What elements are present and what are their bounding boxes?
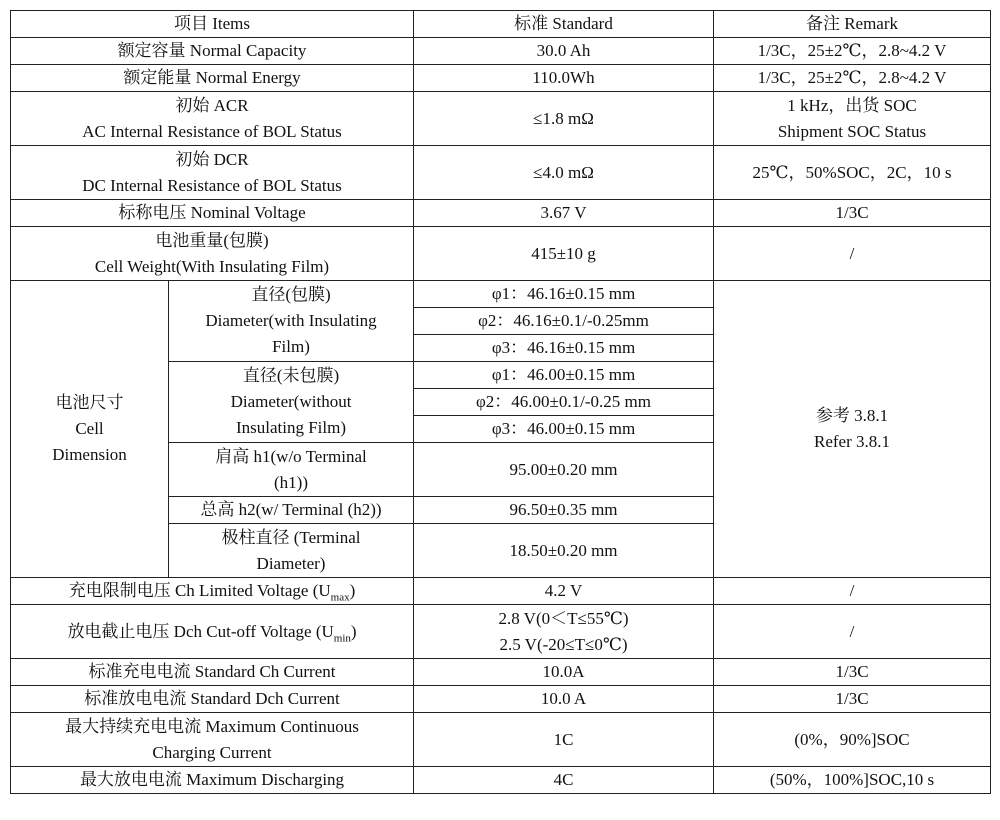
item-line-2: Charging Current — [152, 742, 272, 762]
remark-cell: 1/3C，25±2℃，2.8~4.2 V — [714, 65, 991, 92]
standard-cell — [414, 605, 714, 659]
remark-line-1: 1 kHz，出货 SOC — [787, 95, 917, 115]
standard-cell: φ3：46.16±0.15 mm — [414, 335, 714, 362]
item-cell — [11, 227, 414, 281]
remark-cell: 25℃，50%SOC，2C，10 s — [714, 146, 991, 200]
item-cn: 电池重量(包膜) — [155, 230, 269, 250]
label-en-1: Diameter(with Insulating — [205, 311, 377, 330]
row-std-dch — [11, 686, 991, 713]
row-dcr — [11, 146, 991, 200]
row-capacity — [11, 38, 991, 65]
remark-cell — [714, 92, 991, 146]
standard-cell: ≤1.8 mΩ — [414, 92, 714, 146]
item-cell: 标称电压 Nominal Voltage — [11, 200, 414, 227]
label-cn: 直径(包膜) — [251, 285, 331, 304]
remark-cell: 1/3C — [714, 659, 991, 686]
row-dimension-1 — [11, 281, 991, 308]
h1-label — [169, 443, 414, 497]
standard-cell: 96.50±0.35 mm — [414, 497, 714, 524]
item-text: 放电截止电压 Dch Cut-off Voltage (U — [67, 621, 334, 641]
standard-cell: 30.0 Ah — [414, 38, 714, 65]
h2-label: 总高 h2(w/ Terminal (h2)) — [169, 497, 414, 524]
item-cn: 初始 DCR — [175, 149, 249, 169]
label-en-2: Film) — [272, 337, 310, 356]
dimension-label-cell — [11, 281, 169, 578]
row-std-ch — [11, 659, 991, 686]
standard-cell: 3.67 V — [414, 200, 714, 227]
header-items: 项目 Items — [11, 11, 414, 38]
row-acr — [11, 92, 991, 146]
standard-cell: 10.0A — [414, 659, 714, 686]
standard-cell: 415±10 g — [414, 227, 714, 281]
standard-line-1: 2.8 V(0＜T≤55℃) — [498, 608, 629, 628]
standard-cell: 18.50±0.20 mm — [414, 524, 714, 578]
item-cn: 初始 ACR — [175, 95, 249, 115]
item-text: 充电限制电压 Ch Limited Voltage (U — [68, 581, 331, 600]
dimension-remark-cell — [714, 281, 991, 578]
item-subscript: min — [333, 631, 351, 644]
label-cn: 直径(未包膜) — [242, 366, 340, 385]
remark-cell: (50%，100%]SOC,10 s — [714, 767, 991, 794]
item-cell: 额定容量 Normal Capacity — [11, 38, 414, 65]
header-row — [11, 11, 991, 38]
standard-cell: φ2：46.16±0.1/-0.25mm — [414, 308, 714, 335]
terminal-label — [169, 524, 414, 578]
standard-cell: ≤4.0 mΩ — [414, 146, 714, 200]
label-en-2: Insulating Film) — [235, 418, 347, 437]
label-line-2: Diameter) — [256, 553, 326, 573]
dimension-label-en-2: Dimension — [52, 445, 127, 464]
item-cell — [11, 605, 414, 659]
standard-cell: 95.00±0.20 mm — [414, 443, 714, 497]
item-en: Cell Weight(With Insulating Film) — [94, 256, 330, 276]
standard-cell: 4.2 V — [414, 578, 714, 605]
label-line-1: 极柱直径 (Terminal — [221, 527, 361, 547]
item-cell — [11, 578, 414, 605]
row-weight — [11, 227, 991, 281]
remark-cell: / — [714, 227, 991, 281]
remark-line-2: Refer 3.8.1 — [813, 432, 890, 451]
remark-cell: (0%，90%]SOC — [714, 713, 991, 767]
diameter-nofilm-label — [169, 362, 414, 443]
item-cell — [11, 92, 414, 146]
item-cell — [11, 146, 414, 200]
standard-line-2: 2.5 V(-20≤T≤0℃) — [499, 634, 628, 654]
item-en: DC Internal Resistance of BOL Status — [82, 175, 342, 195]
row-voltage — [11, 200, 991, 227]
row-dch-cutoff — [11, 605, 991, 659]
dimension-label-en-1: Cell — [75, 419, 104, 438]
standard-cell: φ3：46.00±0.15 mm — [414, 416, 714, 443]
item-en: AC Internal Resistance of BOL Status — [82, 121, 342, 141]
standard-cell: φ1：46.16±0.15 mm — [414, 281, 714, 308]
spec-table — [10, 10, 991, 794]
remark-cell: 1/3C — [714, 686, 991, 713]
remark-cell: 1/3C — [714, 200, 991, 227]
remark-line-1: 参考 3.8.1 — [815, 406, 889, 425]
item-close: ) — [349, 581, 356, 600]
item-cell: 额定能量 Normal Energy — [11, 65, 414, 92]
remark-cell: / — [714, 605, 991, 659]
standard-cell: φ2：46.00±0.1/-0.25 mm — [414, 389, 714, 416]
standard-cell: 10.0 A — [414, 686, 714, 713]
row-max-dch — [11, 767, 991, 794]
standard-cell: φ1：46.00±0.15 mm — [414, 362, 714, 389]
item-cell: 标准充电电流 Standard Ch Current — [11, 659, 414, 686]
standard-cell: 4C — [414, 767, 714, 794]
row-max-cont-ch — [11, 713, 991, 767]
item-line-1: 最大持续充电电流 Maximum Continuous — [65, 716, 359, 736]
remark-line-2: Shipment SOC Status — [777, 121, 927, 141]
remark-cell: 1/3C，25±2℃，2.8~4.2 V — [714, 38, 991, 65]
header-remark: 备注 Remark — [714, 11, 991, 38]
diameter-film-label — [169, 281, 414, 362]
standard-cell: 1C — [414, 713, 714, 767]
item-cell: 最大放电电流 Maximum Discharging — [11, 767, 414, 794]
item-cell: 标准放电电流 Standard Dch Current — [11, 686, 414, 713]
item-close: ) — [350, 621, 357, 641]
remark-cell: / — [714, 578, 991, 605]
label-en-1: Diameter(without — [230, 392, 352, 411]
item-subscript: max — [330, 591, 350, 604]
label-line-1: 肩高 h1(w/o Terminal — [215, 446, 367, 466]
header-standard: 标准 Standard — [414, 11, 714, 38]
row-energy — [11, 65, 991, 92]
item-cell — [11, 713, 414, 767]
label-line-2: (h1)) — [274, 472, 308, 492]
row-ch-limit — [11, 578, 991, 605]
dimension-label-cn: 电池尺寸 — [55, 393, 124, 412]
standard-cell: 110.0Wh — [414, 65, 714, 92]
